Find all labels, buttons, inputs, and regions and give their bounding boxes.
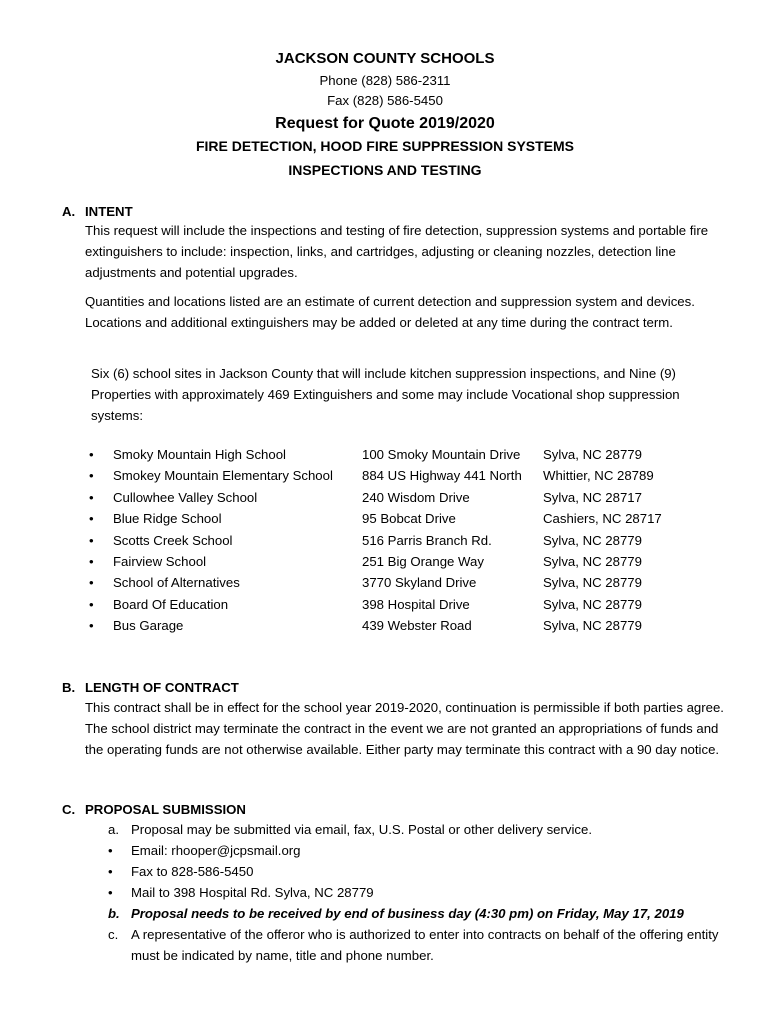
intent-paragraph-2: Quantities and locations listed are an estimate of current detection and suppression system and devices. Locations and additional extinguishers may be added or deleted at any time during the contract term. [85, 294, 695, 330]
site-address: 884 US Highway 441 North [362, 468, 522, 484]
section-c-title: PROPOSAL SUBMISSION [85, 802, 246, 817]
deadline-notice: Proposal needs to be received by end of business day (4:30 pm) on Friday, May 17, 2019 [131, 906, 684, 921]
bullet-marker: • [89, 468, 94, 484]
intent-paragraph-1: This request will include the inspections and testing of fire detection, suppression systems and portable fire extinguishers to include: inspection, links, and cartridges, adjusting or cleaning nozzles, detection line adjustments and potential upgrades. [85, 223, 709, 280]
email-contact: Email: rhooper@jcpsmail.org [131, 843, 301, 858]
list-item [108, 903, 738, 924]
section-b-letter: B. [62, 680, 76, 695]
representative-requirement: A representative of the offeror who is authorized to enter into contracts on behalf of the offering entity must be indicated by name, title and phone number. [131, 927, 719, 963]
site-name: Smokey Mountain Elementary School [113, 468, 333, 484]
section-b-heading [62, 677, 239, 698]
bullet-marker: • [89, 575, 94, 591]
section-c-letter: C. [62, 802, 76, 817]
section-b-title: LENGTH OF CONTRACT [85, 680, 239, 695]
site-city: Sylva, NC 28717 [543, 489, 642, 505]
submission-methods: Proposal may be submitted via email, fax, U.S. Postal or other delivery service. [131, 822, 593, 837]
site-row [85, 487, 685, 508]
site-city: Sylva, NC 28779 [543, 575, 642, 591]
item-marker: c. [108, 927, 119, 942]
site-city: Sylva, NC 28779 [543, 553, 642, 569]
site-row [85, 594, 685, 615]
site-name: Blue Ridge School [113, 511, 222, 527]
item-marker: b. [108, 906, 120, 921]
subtitle-line-2: INSPECTIONS AND TESTING [288, 162, 482, 178]
phone-line: Phone (828) 586-2311 [319, 73, 451, 88]
site-name: Bus Garage [113, 618, 184, 634]
proposal-list [108, 819, 738, 966]
section-c-heading [62, 799, 246, 820]
site-row [85, 530, 685, 551]
site-address: 240 Wisdom Drive [362, 489, 470, 505]
list-item [108, 840, 738, 861]
site-name: Cullowhee Valley School [113, 489, 258, 505]
list-item [108, 882, 738, 903]
bullet-marker: • [108, 843, 113, 858]
site-row [85, 572, 685, 593]
site-city: Sylva, NC 28779 [543, 532, 642, 548]
site-name: Board Of Education [113, 596, 229, 612]
bullet-marker: • [89, 511, 94, 527]
bullet-marker: • [89, 447, 94, 462]
site-city: Cashiers, NC 28717 [543, 511, 662, 527]
section-a-title: INTENT [85, 204, 133, 219]
site-address: 100 Smoky Mountain Drive [362, 447, 521, 462]
site-row [85, 444, 685, 465]
bullet-marker: • [108, 864, 113, 879]
site-name: Fairview School [113, 553, 207, 569]
site-address: 398 Hospital Drive [362, 596, 470, 612]
fax-line: Fax (828) 586-5450 [327, 93, 443, 108]
section-a-letter: A. [62, 204, 76, 219]
bullet-marker: • [108, 885, 113, 900]
site-name: School of Alternatives [113, 575, 240, 591]
bullet-marker: • [89, 553, 94, 569]
intent-paragraph-3: Six (6) school sites in Jackson County that will include kitchen suppression inspections, and Nine (9) Properties with approximately 469 Extinguishers and some may include Vocational shop suppression systems: [91, 366, 680, 423]
request-title: Request for Quote 2019/2020 [275, 115, 495, 132]
site-address: 95 Bobcat Drive [362, 511, 456, 527]
item-marker: a. [108, 822, 119, 837]
site-name: Scotts Creek School [113, 532, 233, 548]
bullet-marker: • [89, 596, 94, 612]
list-item [108, 819, 738, 840]
bullet-marker: • [89, 489, 94, 505]
site-city: Sylva, NC 28779 [543, 447, 642, 462]
org-title: JACKSON COUNTY SCHOOLS [275, 50, 495, 67]
site-row [85, 615, 685, 636]
fax-contact: Fax to 828-586-5450 [131, 864, 254, 879]
length-paragraph: This contract shall be in effect for the school year 2019-2020, continuation is permissible if both parties agree. The school district may terminate the contract in the event we are not granted an appropriations of funds and the operating funds are not otherwise available. Either party may terminate this contract with a 90 day notice. [85, 700, 724, 757]
list-item [108, 861, 738, 882]
site-address: 3770 Skyland Drive [362, 575, 477, 591]
site-city: Sylva, NC 28779 [543, 596, 642, 612]
site-row [85, 551, 685, 572]
subtitle-line-1: FIRE DETECTION, HOOD FIRE SUPPRESSION SYSTEMS [195, 138, 575, 154]
site-name: Smoky Mountain High School [113, 447, 286, 462]
list-item [108, 924, 738, 966]
bullet-marker: • [89, 618, 94, 634]
bullet-marker: • [89, 532, 94, 548]
site-row [85, 508, 685, 529]
site-list [85, 444, 685, 637]
section-a-heading [62, 201, 133, 222]
site-address: 439 Webster Road [362, 618, 472, 634]
site-city: Whittier, NC 28789 [543, 468, 654, 484]
site-address: 251 Big Orange Way [362, 553, 484, 569]
site-city: Sylva, NC 28779 [543, 618, 642, 634]
site-row [85, 465, 685, 486]
site-address: 516 Parris Branch Rd. [362, 532, 492, 548]
mail-contact: Mail to 398 Hospital Rd. Sylva, NC 28779 [131, 885, 374, 900]
